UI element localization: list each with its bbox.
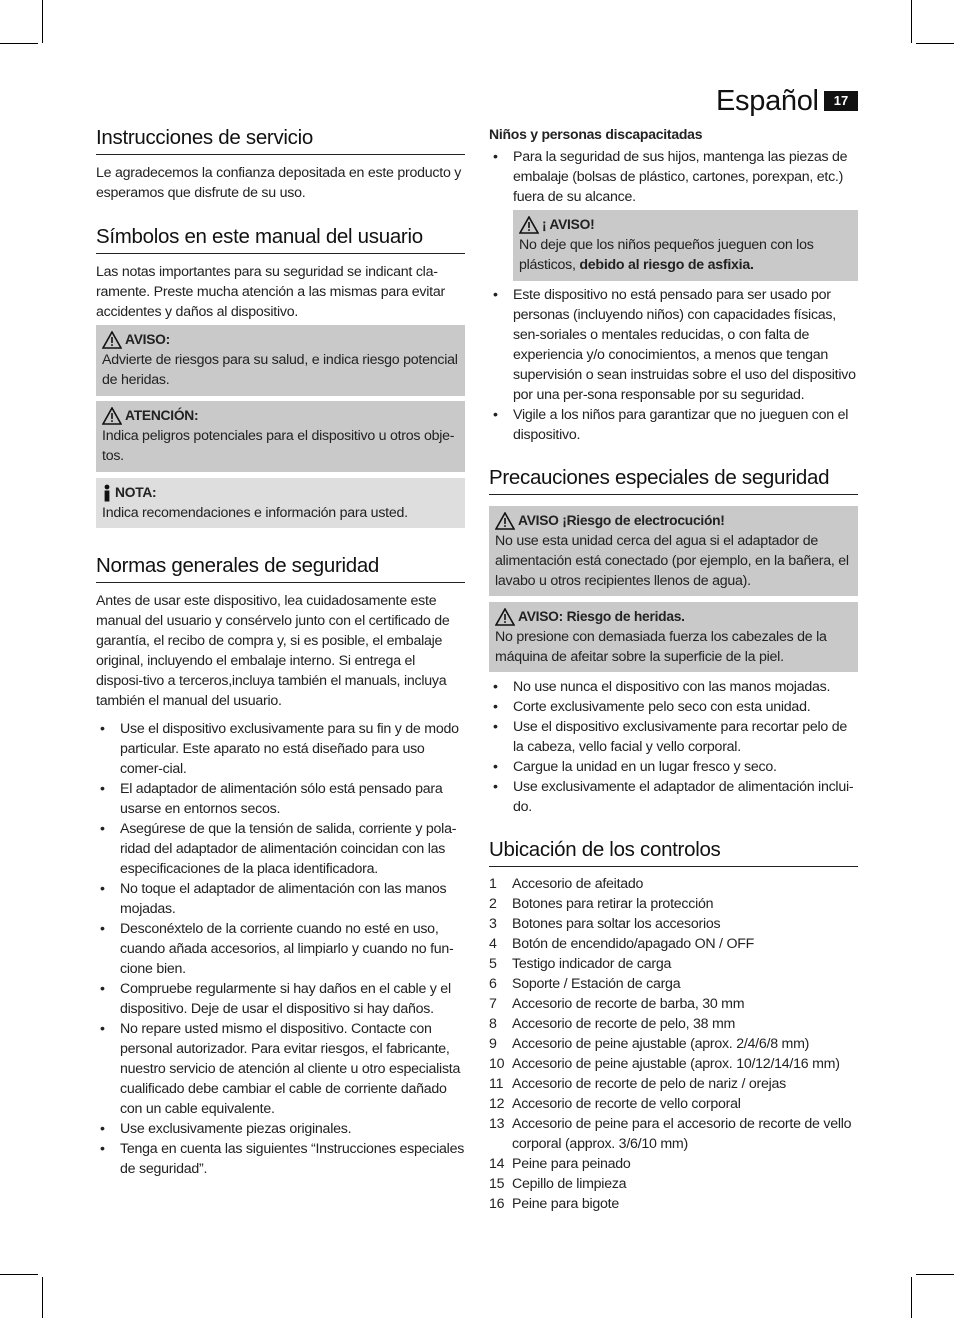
list-item: • No toque el adaptador de alimentación con las manos mojadas. xyxy=(96,879,465,919)
list-item: • Tenga en cuenta las siguientes “Instrucciones especiales de seguridad”. xyxy=(96,1139,465,1179)
crop-mark xyxy=(916,1274,954,1275)
list-item: • Use exclusivamente el adaptador de alimentación inclui-do. xyxy=(489,777,858,817)
list-item: • Para la seguridad de sus hijos, mantenga las piezas de embalaje (bolsas de plástico, cartones, porexpan, etc.) fuera de su alcance. xyxy=(489,147,858,207)
kids-aviso-text-b: debido al riesgo de asfixia. xyxy=(579,257,754,273)
injury-box xyxy=(489,602,858,672)
injury-title: AVISO: Riesgo de heridas. xyxy=(518,609,685,624)
kids-subtitle: Niños y personas discapacitadas xyxy=(489,126,703,142)
list-item: • Desconéxtelo de la corriente cuando no esté en uso, cuando añada accesorios, al limpiarlo y cuando no fun-cione bien. xyxy=(96,919,465,979)
warning-icon xyxy=(519,216,539,234)
list-item: 4 Botón de encendido/apagado ON / OFF xyxy=(489,936,755,952)
list-item: 9 Accesorio de peine ajustable (aprox. 2/4/6/8 mm) xyxy=(489,1036,810,1052)
atencion-text: Indica peligros potenciales para el dispositivo u otros obje-tos. xyxy=(102,428,455,464)
section-title-special-precautions: Precauciones especiales de seguridad xyxy=(489,465,858,495)
nota-text: Indica recomendaciones e información para usted. xyxy=(102,505,408,521)
list-item: • Use el dispositivo exclusivamente para recortar pelo de la cabeza, vello facial y vello corporal. xyxy=(489,717,858,757)
crop-mark xyxy=(916,43,954,44)
section-title-general-safety: Normas generales de seguridad xyxy=(96,553,465,583)
aviso-box xyxy=(96,325,465,396)
list-item: 11 Accesorio de recorte de pelo de nariz / orejas xyxy=(489,1076,786,1092)
electrocution-text: No use esta unidad cerca del agua si el adaptador de alimentación está conectado (por ejemplo, en la bañera, el lavabo u otros recipientes llenos de agua). xyxy=(495,533,849,589)
list-item: 2 Botones para retirar la protección xyxy=(489,896,714,912)
list-item: • El adaptador de alimentación sólo está pensado para usarse en entornos secos. xyxy=(96,779,465,819)
list-item: 3 Botones para soltar los accesorios xyxy=(489,916,721,932)
list-item: • Vigile a los niños para garantizar que no jueguen con el dispositivo. xyxy=(489,405,858,445)
aviso-title: AVISO: xyxy=(125,332,171,347)
kids-aviso-title: ¡ AVISO! xyxy=(542,217,595,232)
list-item: • Use el dispositivo exclusivamente para su fin y de modo particular. Este aparato no está diseñado para uso comer-cial. xyxy=(96,719,465,779)
kids-aviso-text-a: No deje que los niños pequeños jueguen con los plásticos, xyxy=(519,237,814,273)
nota-box xyxy=(96,478,465,528)
precautions-list xyxy=(489,677,858,817)
list-item: 5 Testigo indicador de carga xyxy=(489,956,672,972)
crop-mark xyxy=(0,43,38,44)
warning-icon xyxy=(102,331,122,349)
kids-aviso-box xyxy=(513,210,858,281)
list-item: 1 Accesorio de afeitado xyxy=(489,876,644,892)
warning-icon xyxy=(102,407,122,425)
list-item: • Use exclusivamente piezas originales. xyxy=(96,1119,465,1139)
crop-mark xyxy=(911,0,912,43)
info-icon xyxy=(102,484,112,502)
aviso-text: Advierte de riesgos para su salud, e indica riesgo potencial de heridas. xyxy=(102,352,458,388)
atencion-title: ATENCIÓN: xyxy=(125,408,199,423)
electrocution-box xyxy=(489,506,858,596)
list-item: • Este dispositivo no está pensado para ser usado por personas (incluyendo niños) con capacidades físicas, sen-soriales o mentales reducidas, o con falta de experiencia y/o conocimientos, a menos que tengan supervisión o sean instruidas sobre el uso del dispositivo por una per-sona responsable por su seguridad. xyxy=(489,285,858,405)
crop-mark xyxy=(0,1274,38,1275)
list-item: 13 Accesorio de peine para el accesorio de recorte de vello corporal (approx. 3/6/10 mm) xyxy=(489,1116,852,1152)
list-item: • Corte exclusivamente pelo seco con esta unidad. xyxy=(489,697,858,717)
section-title-instructions: Instrucciones de servicio xyxy=(96,125,465,155)
list-item: 15 Cepillo de limpieza xyxy=(489,1176,627,1192)
general-safety-paragraph: Antes de usar este dispositivo, lea cuidadosamente este manual del usuario y consérvelo junto con el certificado de garantía, el recibo de compra y, si es posible, el embalaje original, incluyendo el embalaje interno. Si entrega el disposi-tivo a terceros,incluya también el manuals, incluya también el manual del usuario. xyxy=(96,593,450,709)
list-item: 10 Accesorio de peine ajustable (aprox. 10/12/14/16 mm) xyxy=(489,1056,840,1072)
list-item: 8 Accesorio de recorte de pelo, 38 mm xyxy=(489,1016,736,1032)
crop-mark xyxy=(42,0,43,43)
kids-first-list xyxy=(489,147,858,207)
crop-mark xyxy=(42,1277,43,1318)
language-heading: Español xyxy=(716,85,819,117)
kids-list xyxy=(489,285,858,445)
crop-mark xyxy=(911,1277,912,1318)
list-item: • Asegúrese de que la tensión de salida, corriente y pola-ridad del adaptador de alimentación coincidan con las especificaciones de la placa identificadora. xyxy=(96,819,465,879)
symbols-paragraph: Las notas importantes para su seguridad se indicant cla-ramente. Preste mucha atención a las mismas para evitar accidentes y daños al dispositivo. xyxy=(96,264,445,320)
section-title-controls: Ubicación de los controlos xyxy=(489,837,858,867)
kids-aviso-text xyxy=(519,235,852,275)
intro-paragraph: Le agradecemos la confianza depositada en este producto y esperamos que disfrute de su uso. xyxy=(96,165,462,201)
injury-text: No presione con demasiada fuerza los cabezales de la máquina de afeitar sobre la superficie de la piel. xyxy=(495,629,827,665)
warning-icon xyxy=(495,608,515,626)
warning-icon xyxy=(495,512,515,530)
list-item: 12 Accesorio de recorte de vello corporal xyxy=(489,1096,741,1112)
section-title-symbols: Símbolos en este manual del usuario xyxy=(96,224,465,254)
list-item: 16 Peine para bigote xyxy=(489,1196,619,1212)
nota-title: NOTA: xyxy=(115,485,157,500)
atencion-box xyxy=(96,401,465,472)
controls-list xyxy=(489,874,858,1214)
electrocution-title: AVISO ¡Riesgo de electrocución! xyxy=(518,513,725,528)
list-item: 7 Accesorio de recorte de barba, 30 mm xyxy=(489,996,745,1012)
list-item: 14 Peine para peinado xyxy=(489,1156,631,1172)
list-item: • Cargue la unidad en un lugar fresco y seco. xyxy=(489,757,858,777)
list-item: 6 Soporte / Estación de carga xyxy=(489,976,681,992)
list-item: • Compruebe regularmente si hay daños en el cable y el dispositivo. Deje de usar el dispositivo si hay daños. xyxy=(96,979,465,1019)
list-item: • No repare usted mismo el dispositivo. Contacte con personal autorizador. Para evitar riesgos, el fabricante, nuestro servicio de atención al cliente u otro especialista cualificado debe cambiar el cable de corriente dañado con un cable equivalente. xyxy=(96,1019,465,1119)
page-number: 17 xyxy=(824,91,858,111)
general-safety-list xyxy=(96,719,465,1179)
list-item: • No use nunca el dispositivo con las manos mojadas. xyxy=(489,677,858,697)
